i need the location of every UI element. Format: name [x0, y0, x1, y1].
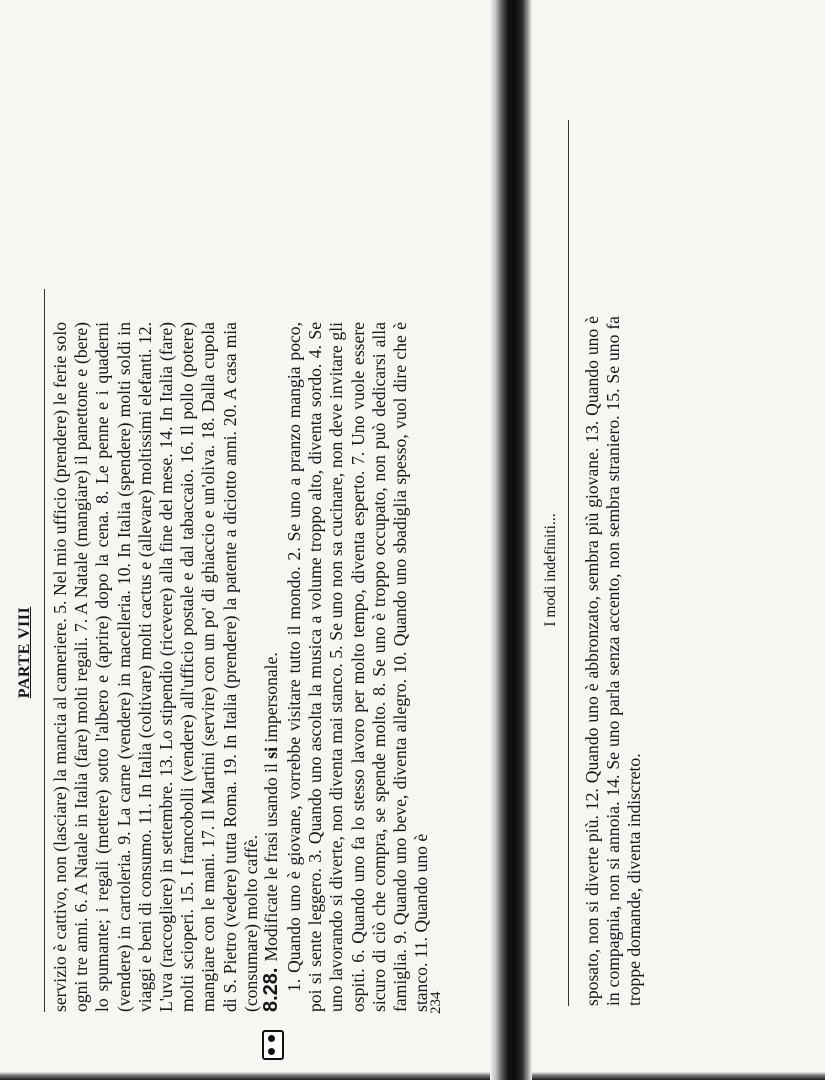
instruction-si: si [261, 747, 281, 759]
exercise-8-28 [260, 322, 432, 1012]
right-page [542, 120, 802, 1020]
page-number: 234 [428, 991, 444, 1014]
continuation-paragraph: servizio è cattivo, non (lasciare) la mancia al cameriere. 5. Nel mio ufficio (prendere) le ferie solo ogni tre anni. 6. A Natale in Italia (fare) molti regali. 7. A Natale (mangiare) il panettone e (bere) lo spumante; i regali (mettere) sotto l'albero e (aprire) dopo la cena. 8. Le penne e i quaderni (vendere) in cartoleria. 9. La carne (vendere) in macelleria. 10. In Italia (spendere) molti soldi in viaggi e beni di consumo. 11. In Italia (coltivare) molti cactus e (allevare) moltissimi elefanti. 12. L'uva (raccogliere) in settembre. 13. Lo stipendio (ricevere) alla fine del mese. 14. In Italia (fare) molti scioperi. 15. I francobolli (vendere) all'ufficio postale e dal tabaccaio. 16. Il pollo (potere) mangiare con le mani. 17. Il Martini (servire) con un po' di ghiaccio e un'oliva. 18. Dalla cupola di S. Pietro (vedere) tutta Roma. 19. In Italia (prendere) la patente a diciotto anni. 20. A casa mia (consumare) molto caffè. [50, 322, 261, 1012]
exercise-title [260, 322, 282, 1012]
cassette-icon [262, 1030, 284, 1060]
exercise-instruction [260, 652, 282, 961]
left-page [16, 285, 486, 1020]
running-head: I modi indefiniti... [542, 513, 559, 627]
right-page-text [582, 316, 646, 1006]
scan-edge [0, 1072, 825, 1080]
book-gutter [490, 0, 532, 1080]
exercise-paragraph: 1. Quando uno è giovane, vorrebbe visitare tutto il mondo. 2. Se uno a pranzo mangia poco, poi si sente leggero. 3. Quando uno ascolta la musica a volume troppo alto, diventa sordo. 4. Se uno lavorando si diverte, non diventa mai stanco. 5. Se uno non sa cucinare, non deve invitare gli ospiti. 6. Quando uno fa lo stesso lavoro per molto tempo, diventa esperto. 7. Uno vuole essere sicuro di ciò che compra, se spende molto. 8. Se uno è troppo occupato, non può dedicarsi alla famiglia. 9. Quando uno beve, diventa allegro. 10. Quando uno sbadiglia spesso, vuol dire che è stanco. 11. Quando uno è [284, 322, 432, 1012]
header-rule [44, 289, 45, 1012]
right-page-paragraph: sposato, non si diverte più. 12. Quando uno è abbronzato, sembra più giovane. 13. Quando uno è in compagnia, non si annoia. 14. Se uno parla senza accento, non sembra straniero. 15. Se uno fa troppe domande, diventa indiscreto. [582, 316, 645, 1006]
continuation-text [50, 322, 262, 1012]
instruction-end: impersonale. [261, 652, 281, 747]
running-head-rule [568, 120, 569, 1006]
exercise-number: 8.28. [260, 967, 282, 1012]
exercise-text [284, 322, 432, 1012]
page-header [16, 285, 42, 1020]
instruction-start: Modificate le frasi usando il [261, 758, 281, 962]
page-header-text: PARTE VIII [16, 606, 33, 699]
